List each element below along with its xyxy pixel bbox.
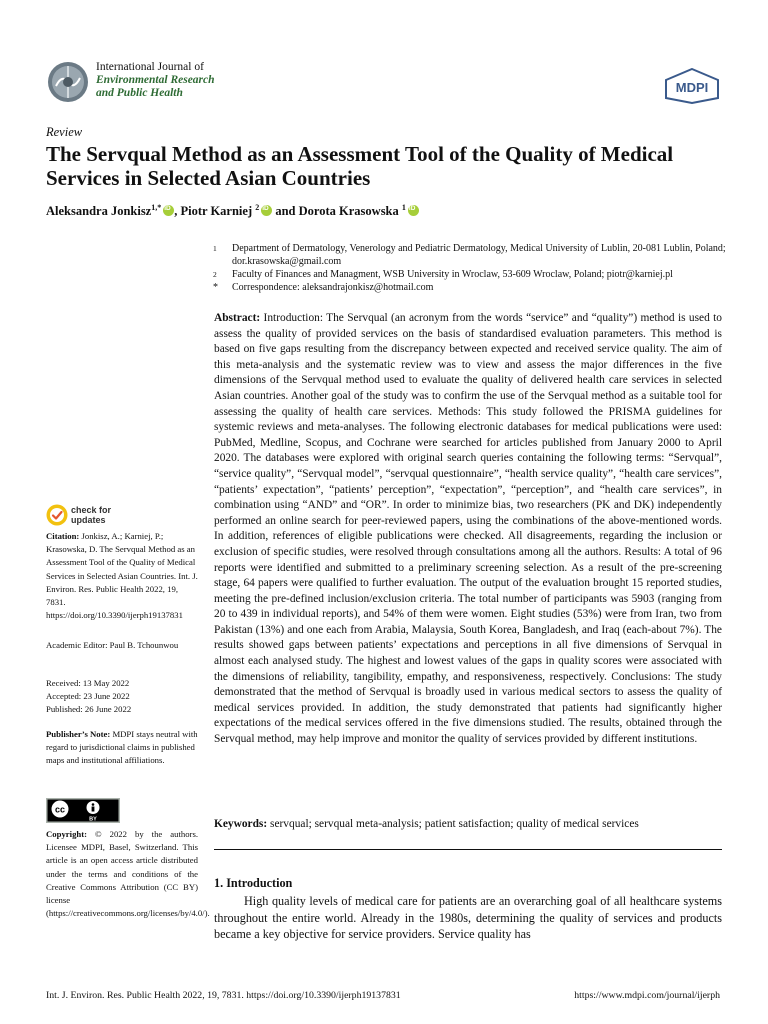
author-name[interactable]: Aleksandra Jonkisz bbox=[46, 204, 152, 219]
citation-label: Citation: bbox=[46, 531, 80, 541]
author-name[interactable]: Dorota Krasowska bbox=[298, 204, 399, 219]
author-separator: and bbox=[272, 204, 299, 219]
published-date: Published: 26 June 2022 bbox=[46, 704, 132, 715]
affiliation-item bbox=[213, 242, 733, 268]
keywords bbox=[214, 817, 722, 832]
affiliation-mark: 1 bbox=[213, 244, 217, 253]
citation-block bbox=[46, 530, 198, 622]
publisher-note-label: Publisher’s Note: bbox=[46, 729, 111, 739]
author-separator: , bbox=[174, 204, 181, 219]
orcid-icon[interactable] bbox=[408, 205, 419, 216]
author-affiliation-mark: 2 bbox=[255, 203, 260, 212]
keywords-text: servqual; servqual meta-analysis; patient satisfaction; quality of medical services bbox=[270, 818, 639, 830]
journal-name-line1: International Journal of bbox=[96, 61, 204, 73]
affiliation-item bbox=[213, 268, 733, 281]
publication-dates bbox=[46, 677, 198, 717]
journal-name bbox=[96, 61, 215, 100]
check-updates-line1: check for bbox=[71, 505, 112, 515]
copyright-label: Copyright: bbox=[46, 829, 88, 839]
journal-name-line2: Environmental Research bbox=[96, 74, 215, 86]
mdpi-logo-text: MDPI bbox=[675, 80, 709, 95]
orcid-icon[interactable] bbox=[163, 205, 174, 216]
copyright-text: © 2022 by the authors. Licensee MDPI, Basel, Switzerland. This article is an open access article distributed under the terms and conditions of the Creative Commons Attribution (CC BY) license (https://creativecommons.org/licenses/by/4.0/). bbox=[46, 829, 210, 919]
check-updates-line2: updates bbox=[71, 515, 106, 525]
affiliation-text: Department of Dermatology, Venerology and Pediatric Dermatology, Medical University of Lublin, 20-081 Lublin, Poland; dor.krasowska@gmail.com bbox=[232, 243, 726, 267]
copyright-block bbox=[46, 828, 210, 920]
orcid-icon[interactable] bbox=[261, 205, 272, 216]
abstract bbox=[214, 311, 722, 748]
author-list bbox=[46, 203, 419, 219]
check-for-updates-button[interactable] bbox=[46, 504, 156, 526]
keywords-label: Keywords: bbox=[214, 818, 268, 830]
received-date: Received: 13 May 2022 bbox=[46, 678, 130, 688]
mdpi-logo bbox=[664, 68, 720, 104]
section-heading: 1. Introduction bbox=[214, 876, 293, 890]
abstract-text: Introduction: The Servqual (an acronym from the words “service” and “quality”) method is used to assess the quality of provided services on the basis of standardised evaluation parameters. This method is based on five gaps resulting from the discrepancy between expected and received service quality. The aim of this meta-analysis and the systematic review was to view and assess the major differences in the five dimensions of the Servqual method used to evaluate the quality of delivered health care services in selected Asian countries. Another goal of the study was to confirm the use of the Servqual method as a suitable tool for assessing the quality of health care services. Methods: This study followed the PRISMA guidelines for systemic reviews and meta-analyses. The following electronic databases for medical publications were used: PubMed, Medline, Scopus, and Cochrane were searched for articles published from January 2000 to April 2020. The databases were explored with original search queries containing the following terms: “Servqual”, “service quality”, “Servqual model”, “servqual questionnaire”, “health service quality”, “health care services”, “patients’ expectation”, “patients’ perception”, “expectation”, “perception”, and “health care services”, in combination using “AND” and “OR”. In order to minimize bias, two researchers (PK and DK) independently performed an online search for peer-reviewed papers, using the combinations of the above-mentioned words. In addition, references of eligible publications were checked. All disagreements, regarding the inclusion or exclusion of specific studies, were resolved through consultations among all the authors. Results: A total of 96 reports were identified and submitted to a preliminary screening selection. As a result of the pre-screening stage, 64 papers were qualified to further evaluation. The output of the evaluation brought 15 reported studies, meeting the pre-defined inclusion/exclusion criteria. The total number of participants was 5903 (ranging from 20 to 439 in individual reports), and 54% of them were women. Eight studies (53%) were from Iran, two from Pakistan (13%) and one each from Arabia, Malaysia, South Korea, Bangladesh, and Iraq (each-about 7%). The results showed gaps between patients’ expectations and perceptions in all five dimensions of Servqual in almost each analysed study. The highest and lowest values of the gaps in quality scores were associated with the dimensions of reliability, tangibility, empathy, and responsiveness, respectively. Conclusions: The study demonstrated that the method of Servqual is broadly used in various medical sectors to assess the quality of medical services provided. In addition, the study demonstrated that patients had significantly higher expectations of the medical services offered in the five dimensions studied. The results, obtained through the Servqual method, may help improve and monitor the quality of services provided by different institutions. bbox=[214, 312, 722, 746]
affiliation-item bbox=[213, 281, 733, 294]
abstract-label: Abstract: bbox=[214, 312, 261, 324]
article-type: Review bbox=[46, 125, 83, 139]
journal-name-line3: and Public Health bbox=[96, 87, 183, 99]
author-affiliation-mark: 1,* bbox=[151, 203, 162, 212]
publisher-note-text: MDPI stays neutral with regard to jurisdictional claims in published maps and institutional affiliations. bbox=[46, 729, 198, 766]
affiliation-text: Faculty of Finances and Managment, WSB University in Wroclaw, 53-609 Wroclaw, Poland; piotr@karniej.pl bbox=[232, 269, 673, 280]
academic-editor: Academic Editor: Paul B. Tchounwou bbox=[46, 640, 179, 650]
introduction-text: High quality levels of medical care for patients are an overarching goal of all healthcare systems throughout the entire world. Already in the 1980s, determining the quality of services and products became a key objective for service providers. Service quality has bbox=[214, 894, 722, 941]
author-affiliation-mark: 1 bbox=[401, 203, 406, 212]
cc-by-label: BY bbox=[89, 816, 97, 823]
cc-by-license-icon[interactable] bbox=[46, 798, 120, 823]
affiliation-mark: * bbox=[213, 282, 218, 293]
author-name[interactable]: Piotr Karniej bbox=[180, 204, 253, 219]
svg-text:cc: cc bbox=[54, 804, 66, 815]
check-updates-icon bbox=[46, 504, 68, 526]
publisher-note bbox=[46, 728, 198, 768]
footer-citation: Int. J. Environ. Res. Public Health 2022, 19, 7831. https://doi.org/10.3390/ijerph19137831 bbox=[46, 990, 401, 1001]
affiliation-mark: 2 bbox=[213, 270, 217, 279]
accepted-date: Accepted: 23 June 2022 bbox=[46, 691, 130, 702]
affiliations bbox=[213, 242, 733, 294]
footer-journal-link[interactable]: https://www.mdpi.com/journal/ijerph bbox=[574, 990, 720, 1001]
correspondence-text: Correspondence: aleksandrajonkisz@hotmail.com bbox=[232, 282, 434, 293]
citation-text: Jonkisz, A.; Karniej, P.; Krasowska, D. The Servqual Method as an Assessment Tool of the Quality of Medical Services in Selected Asian Countries. Int. J. Environ. Res. Public Health 2022, 19, 7831. https://doi.org/10.3390/ijerph19137831 bbox=[46, 531, 198, 621]
journal-logo bbox=[46, 60, 90, 104]
article-title: The Servqual Method as an Assessment Tool of the Quality of Medical Services in Selected Asian Countries bbox=[46, 142, 674, 190]
section-divider bbox=[214, 849, 722, 850]
